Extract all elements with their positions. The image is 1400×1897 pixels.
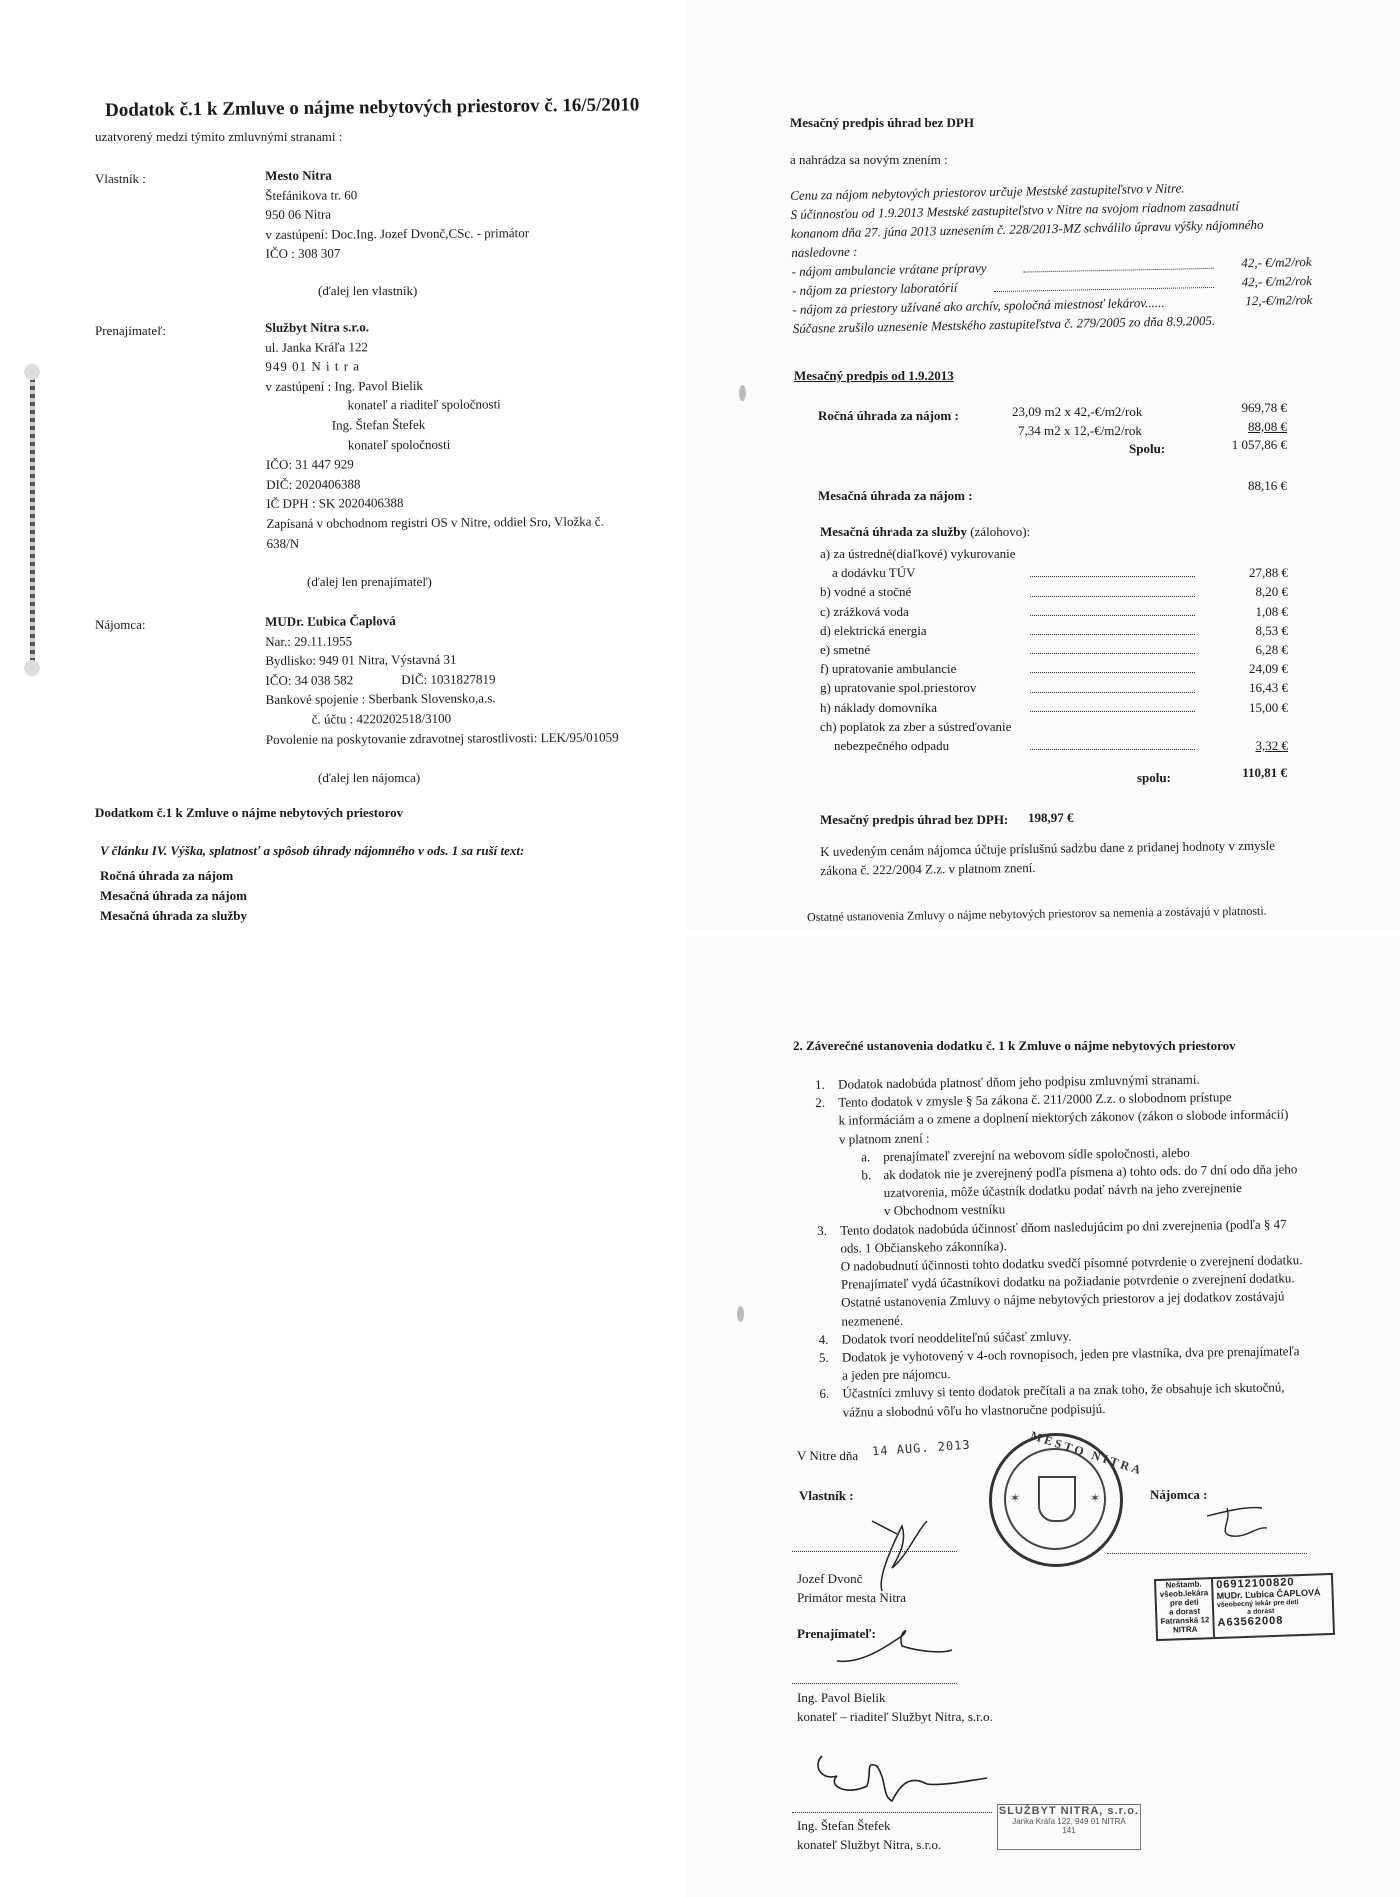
sub-text: ak dodatok nie je zverejnený podľa písmena a) tohto ods. do 7 dní odo dňa jeho: [883, 1161, 1298, 1183]
service-label: g) upratovanie spol.priestorov: [820, 680, 977, 696]
stamp-text: Neštamb.: [1165, 1579, 1202, 1590]
italic-line: nasledovne :: [791, 243, 858, 260]
tenant-bank: Bankové spojenie : Sberbank Slovensko,a.s.: [265, 690, 496, 708]
monthly-rent-value: 88,16 €: [1248, 478, 1287, 493]
services-list: [820, 544, 1290, 755]
provision-text: Prenajímateľ vydá účastníkovi dodatku na požiadanie potvrdenie o zverejnení dodatku.: [840, 1270, 1295, 1292]
service-row: [820, 544, 1290, 563]
services-heading: [820, 524, 1030, 540]
lessor-register: Zapísaná v obchodnom registri OS v Nitre, oddiel Sro, Vložka č.: [266, 513, 604, 531]
service-row: [820, 563, 1290, 582]
stamp-text: 141: [1062, 1826, 1076, 1835]
seal-star-icon: ✶: [1090, 1491, 1101, 1505]
lessor-signature-label: Prenajímateľ:: [797, 1626, 876, 1641]
amendment-line: Dodatkom č.1 k Zmluve o nájme nebytových priestorov: [95, 805, 404, 820]
sub-text: v Obchodnom vestníku: [883, 1201, 1006, 1219]
monthly-rent-label: Mesačná úhrada za nájom :: [818, 488, 973, 503]
services-total-label: spolu:: [1137, 770, 1171, 785]
stamp-text: MUDr. Ľubica ČAPLOVÁ: [1216, 1587, 1321, 1601]
stefek-name: Ing. Štefan Štefek: [797, 1818, 891, 1833]
service-label: a) za ústredné(diaľkové) vykurovanie: [820, 546, 1016, 561]
service-row: [820, 736, 1290, 755]
tenant-ico-line: [265, 668, 618, 690]
service-label: e) smetné: [820, 641, 871, 657]
stamp-text: 06912100820: [1216, 1576, 1295, 1591]
tenant-alias: (ďalej len nájomca): [318, 770, 421, 785]
tenant-name: MUDr. Ľubica Čaplová: [265, 613, 396, 629]
provision-text: Tento dodatok nadobúda účinnosť dňom nasledujúcim po dni zverejnenia (podľa § 47: [840, 1216, 1287, 1238]
stamp-text: Fatranská 12: [1160, 1615, 1210, 1626]
owner-signature-label: Vlastník :: [799, 1488, 854, 1503]
service-row: [820, 621, 1290, 640]
dots: [1030, 653, 1195, 654]
tenant-block: [265, 610, 619, 750]
provision-text: Dodatok je vyhotovený v 4-och rovnopisoch, jeden pre vlastníka, dva pre prenajímateľa: [841, 1343, 1300, 1365]
dots: [1030, 615, 1195, 616]
stamp-text: SLUŽBYT NITRA, s.r.o.: [998, 1805, 1140, 1817]
owner-ico: IČO : 308 307: [265, 245, 341, 262]
rate-label: - nájom ambulancie vrátane prípravy: [791, 260, 987, 279]
lessor-dic: DIČ: 2020406388: [266, 476, 361, 492]
provision-text: k informáciám a o zmene a doplnení niektorých zákonov (zákon o slobode informácií): [838, 1106, 1289, 1129]
service-amount: 1,08 €: [1255, 603, 1288, 619]
bielik-signature-scribble: [837, 1631, 952, 1662]
lessor-alias: (ďalej len prenajímateľ): [307, 574, 432, 589]
other-provisions: Ostatné ustanovenia Zmluvy o nájme nebytových priestorov sa nemenia a zostávajú v platnosti.: [807, 903, 1267, 924]
seal-star-icon: ✶: [1010, 1491, 1021, 1505]
lessor-register-no: 638/N: [266, 535, 300, 551]
removed-items: [100, 866, 247, 926]
stefek-signature-scribble: [818, 1756, 987, 1801]
provision-number: 2.: [815, 1095, 826, 1111]
service-label: b) vodné a stočné: [820, 584, 912, 600]
provision-text: Dodatok nadobúda platnosť dňom jeho podpisu zmluvnými stranami.: [838, 1071, 1200, 1092]
annual-rent-amounts: [1197, 398, 1287, 436]
provision-text: Dodatok tvorí neoddeliteľnú súčasť zmluvy.: [841, 1328, 1072, 1347]
predpis-total-label: Mesačný predpis úhrad bez DPH:: [820, 812, 1009, 827]
provision-number: 4.: [818, 1331, 829, 1347]
predpis-total-value: 198,97 €: [1028, 810, 1074, 825]
service-label: d) elektrická energia: [820, 622, 927, 638]
owner-signature-scribble: [872, 1521, 927, 1591]
service-label: nebezpečného odpadu: [834, 737, 950, 753]
binding-cord: [30, 370, 35, 670]
provision-text: a jeden pre nájomcu.: [842, 1366, 951, 1383]
provision-number: 6.: [819, 1386, 830, 1402]
lessor-rep2: Ing. Štefan Štefek: [331, 416, 426, 433]
rate-label: - nájom za priestory užívané ako archív, spoločná miestnosť lekárov......: [792, 294, 1165, 317]
doctor-stamp-left: [1156, 1579, 1215, 1639]
annual-total-label: Spolu:: [1129, 441, 1166, 456]
removed-item: Mesačná úhrada za služby: [100, 908, 247, 923]
service-row: [820, 698, 1290, 717]
provision-number: 5.: [818, 1349, 829, 1366]
service-amount: 8,53 €: [1255, 622, 1288, 638]
owner-block: [265, 164, 529, 264]
document-page-1: [0, 0, 683, 1030]
italic-line: konanom dňa 27. júna 2013 uznesením č. 228/2013-MZ schválilo úpravu výšky nájomného: [790, 216, 1264, 241]
lessor-city: 949 01 N i t r a: [265, 358, 361, 375]
calc-line: 23,09 m2 x 42,-€/m2/rok: [1012, 404, 1143, 419]
city-seal-coat-of-arms: [1038, 1476, 1076, 1522]
stefek-role: konateľ Službyt Nitra, s.r.o.: [797, 1837, 942, 1852]
removed-item: Ročná úhrada za nájom: [100, 868, 234, 883]
lessor-representative: v zastúpení : Ing. Pavol Bielik: [265, 377, 423, 394]
service-amount: 3,32 €: [1255, 737, 1288, 753]
annual-rent-calc: [1012, 402, 1142, 440]
service-label: c) zrážková voda: [820, 603, 909, 619]
service-label: ch) poplatok za zber a sústreďovanie: [820, 718, 1012, 734]
provision-text: O nadobudnutí účinnosti tohto dodatku svedčí písomné potvrdenie o zverejnení dodatku.: [840, 1252, 1303, 1274]
sub-text: uzatvorenia, môže účastník dodatku podať návrh na jeho zverejnenie: [883, 1180, 1242, 1201]
document-page-2: [687, 0, 1400, 930]
service-label: a dodávku TÚV: [832, 565, 916, 581]
page2-heading: Mesačný predpis úhrad bez DPH: [790, 115, 974, 130]
service-amount: 8,20 €: [1255, 584, 1288, 600]
doctor-stamp: [1154, 1573, 1335, 1641]
stamp-text: Janka Kráľa 122, 949 01 NITRA: [1012, 1817, 1126, 1826]
rate-dots: [1024, 268, 1214, 273]
dots: [1030, 692, 1195, 693]
provision-text: Účastníci zmluvy si tento dodatok prečítali a na znak toho, že obsahuje ich skutočnú,: [842, 1379, 1285, 1402]
tenant-license: Povolenie na poskytovanie zdravotnej starostlivosti: LEK/95/01059: [265, 729, 619, 747]
rate-label: - nájom za priestory laboratórií: [791, 279, 958, 298]
stamp-text: NITRA: [1172, 1624, 1198, 1635]
dots: [1030, 576, 1195, 577]
lessor-name: Službyt Nitra s.r.o.: [265, 319, 370, 335]
tenant-account: č. účtu : 4220202518/3100: [311, 710, 452, 727]
provision-number: 1.: [815, 1076, 825, 1092]
rate-value: 12,-€/m2/rok: [1245, 291, 1313, 309]
council-decision: [790, 176, 1313, 338]
rate-value: 42,- €/m2/rok: [1241, 272, 1313, 290]
place-date-label: V Nitre dňa: [797, 1448, 859, 1463]
amount: 88,08 €: [1248, 419, 1287, 434]
company-stamp: [997, 1804, 1141, 1850]
city-seal-stamp: [989, 1428, 1146, 1567]
provision-text: ods. 1 Občianskeho zákonníka).: [840, 1238, 1007, 1256]
stamp-text: a dorast: [1247, 1607, 1275, 1616]
predpis-heading: Mesačný predpis od 1.9.2013: [794, 368, 954, 383]
service-amount: 15,00 €: [1249, 699, 1288, 715]
sub-letter: a.: [861, 1149, 871, 1165]
stamp-text: všeob.lekára: [1159, 1588, 1209, 1599]
vat-note: [820, 836, 1275, 880]
tenant-birth: Nar.: 29.11.1955: [265, 632, 353, 649]
dots: [1030, 596, 1195, 597]
services-heading-note: (zálohovo):: [966, 524, 1031, 539]
article-clause: V článku IV. Výška, splatnosť a spôsob úhrady nájomného v ods. 1 sa ruší text:: [100, 843, 525, 858]
stamp-text: a dorast: [1168, 1606, 1201, 1617]
provision-text: Ostatné ustanovenia Zmluvy o nájme nebytových priestorov a jej dodatkov zostávajú: [841, 1288, 1285, 1311]
city-seal-text: MESTO NITRA: [1028, 1428, 1146, 1478]
bielik-name: Ing. Pavol Bielik: [797, 1690, 886, 1705]
sub-text: prenajímateľ zverejní na webovom sídle spoločnosti, alebo: [883, 1144, 1190, 1164]
lessor-rep-role: konateľ a riaditeľ spoločnosti: [347, 396, 501, 413]
punch-hole: [737, 1306, 744, 1322]
service-row: [820, 602, 1290, 621]
owner-alias: (ďalej len vlastník): [318, 283, 418, 298]
lessor-ico: IČO: 31 447 929: [265, 456, 354, 473]
provision-number: 3.: [817, 1222, 828, 1238]
sub-letter: b.: [861, 1167, 872, 1183]
owner-signatory-role: Primátor mesta Nitra: [797, 1590, 907, 1605]
removed-item: Mesačná úhrada za nájom: [100, 888, 247, 903]
service-label: f) upratovanie ambulancie: [820, 661, 957, 677]
document-subtitle: uzatvorený medzi týmito zmluvnými stranami :: [95, 129, 343, 144]
tenant-address: Bydlisko: 949 01 Nitra, Výstavná 31: [265, 651, 457, 669]
service-amount: 6,28 €: [1255, 641, 1288, 657]
owner-representative: v zastúpení: Doc.Ing. Jozef Dvonč,CSc. - primátor: [265, 224, 530, 242]
dots: [1030, 672, 1195, 673]
lessor-icdph: IČ DPH : SK 2020406388: [266, 495, 404, 512]
punch-hole: [739, 385, 746, 401]
tenant-ico: IČO: 34 038 582: [265, 672, 354, 688]
lessor-street: ul. Janka Kráľa 122: [265, 338, 369, 355]
dots: [1030, 634, 1195, 635]
rate-value: 42,- €/m2/rok: [1241, 254, 1312, 271]
tenant-signature-scribble: [1207, 1508, 1267, 1537]
replaced-intro: a nahrádza sa novým znením :: [790, 152, 948, 167]
service-row: [820, 659, 1290, 678]
annual-total-value: 1 057,86 €: [1231, 437, 1287, 452]
owner-city: 950 06 Nitra: [265, 206, 332, 223]
lessor-rep2-role: konateľ spoločnosti: [347, 436, 451, 452]
lessor-label: Prenajímateľ:: [95, 323, 166, 338]
document-page-3: [687, 936, 1400, 1897]
lessor-block: [265, 316, 604, 553]
doctor-stamp-right: [1216, 1576, 1322, 1629]
provision-text: nezmenené.: [841, 1312, 904, 1329]
service-row: [820, 640, 1290, 659]
service-label: h) náklady domovníka: [820, 699, 937, 715]
stamp-text: pre deti: [1169, 1597, 1199, 1608]
tenant-signature-label: Nájomca :: [1150, 1487, 1208, 1502]
amount: 969,78 €: [1241, 400, 1287, 415]
stamp-text: všeobecný lekár pre deti: [1216, 1599, 1299, 1609]
annual-rent-label: Ročná úhrada za nájom :: [818, 408, 959, 423]
service-row: [820, 678, 1290, 697]
provision-text: v platnom znení :: [838, 1130, 930, 1147]
tenant-dic: DIČ: 1031827819: [401, 671, 496, 687]
handwritten-signatures: [687, 936, 1400, 1897]
provision-text: Tento dodatok v zmysle § 5a zákona č. 211/2000 Z.z. o slobodnom prístupe: [838, 1089, 1232, 1110]
punch-hole: [24, 364, 40, 380]
final-provisions-heading: 2. Záverečné ustanovenia dodatku č. 1 k Zmluve o nájme nebytových priestorov: [793, 1038, 1236, 1053]
owner-label: Vlastník :: [95, 171, 146, 186]
owner-street: Štefánikova tr. 60: [265, 186, 358, 203]
vat-note-line: K uvedeným cenám nájomca účtuje príslušnú sadzbu dane z pridanej hodnoty v zmysle: [820, 837, 1276, 859]
tenant-label: Nájomca:: [95, 617, 146, 632]
document-title: Dodatok č.1 k Zmluve o nájme nebytových priestorov č. 16/5/2010: [105, 94, 640, 121]
vat-note-line: zákona č. 222/2004 Z.z. v platnom znení.: [820, 859, 1036, 878]
punch-hole: [24, 660, 40, 676]
bielik-role: konateľ – riaditeľ Službyt Nitra, s.r.o.: [797, 1709, 993, 1724]
italic-line: Cenu za nájom nebytových priestorov určuje Mestské zastupiteľstvo v Nitre.: [790, 180, 1185, 203]
italic-line: S účinnosťou od 1.9.2013 Mestské zastupiteľstvo v Nitre na svojom riadnom zasadnutí: [790, 198, 1240, 222]
service-amount: 27,88 €: [1249, 565, 1288, 581]
services-heading-bold: Mesačná úhrada za služby: [820, 524, 967, 539]
services-total-value: 110,81 €: [1242, 765, 1287, 780]
calc-line: 7,34 m2 x 12,-€/m2/rok: [1018, 423, 1142, 438]
service-amount: 16,43 €: [1249, 680, 1288, 696]
service-amount: 24,09 €: [1249, 661, 1288, 677]
repeal-line: Súčasne zrušilo uznesenie Mestského zastupiteľstva č. 279/2005 zo dňa 8.9.2005.: [792, 312, 1216, 336]
service-row: [820, 717, 1290, 736]
dots: [1030, 711, 1195, 712]
provision-text: vážnu a slobodnú vôľu ho vlastnoručne podpisujú.: [842, 1400, 1106, 1420]
rate-dots: [994, 287, 1214, 292]
service-row: [820, 582, 1290, 601]
owner-signatory-name: Jozef Dvonč: [797, 1571, 863, 1586]
stamp-text: A63562008: [1217, 1614, 1284, 1629]
date-stamp: 14 AUG. 2013: [871, 1437, 972, 1459]
owner-name: Mesto Nitra: [265, 167, 332, 183]
dots: [1030, 749, 1195, 750]
